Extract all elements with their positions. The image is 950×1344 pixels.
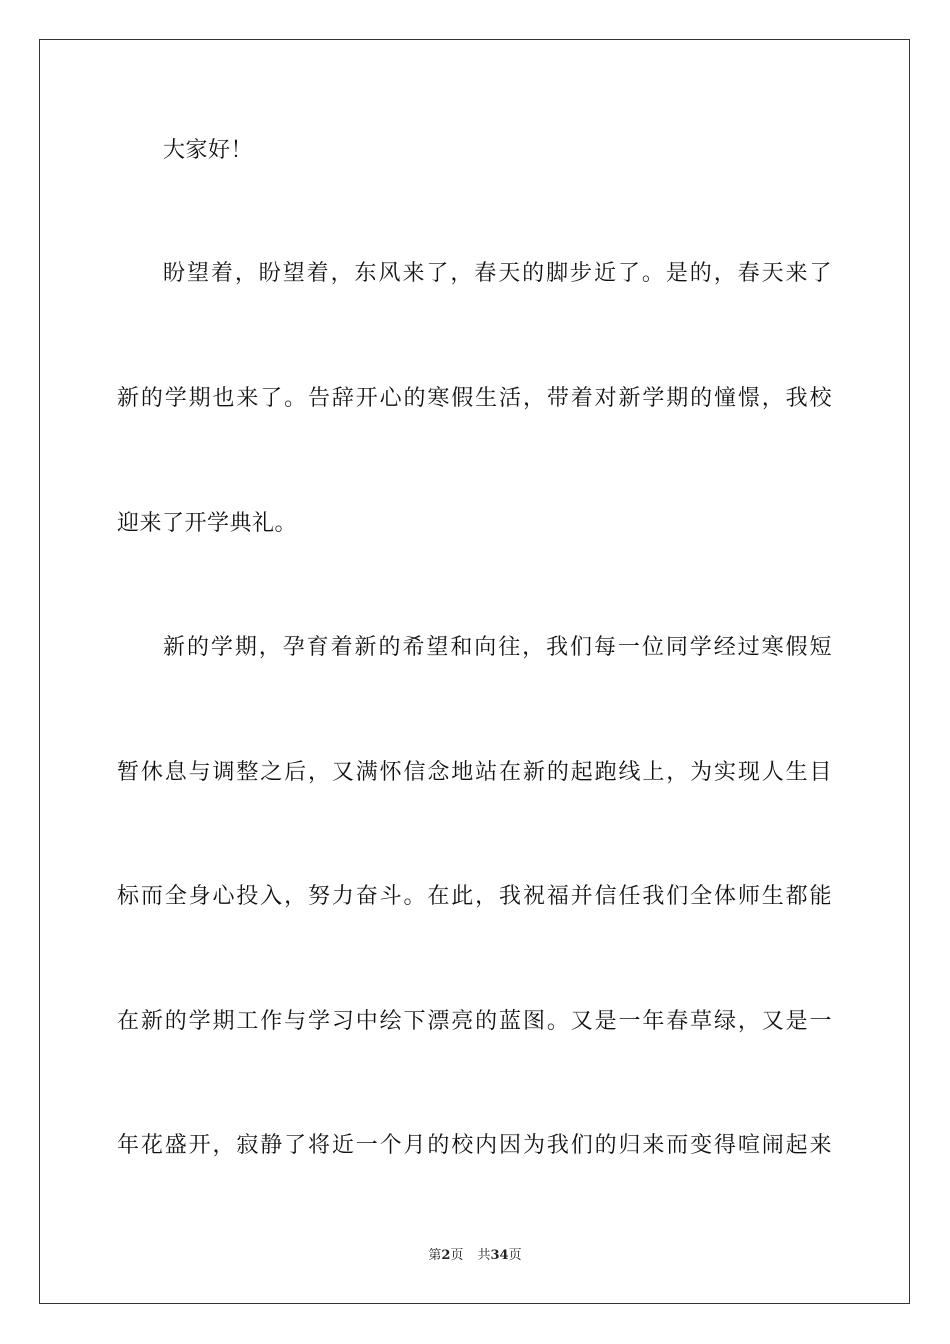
footer-total-suffix: 页 [508,1248,522,1263]
footer-page-suffix: 页 [450,1248,464,1263]
paragraph-2-line-5: 年花盛开，寂静了将近一个月的校内因为我们的归来而变得喧闹起来 [117,1133,832,1158]
paragraph-2-line-1: 新的学期，孕育着新的希望和向往，我们每一位同学经过寒假短 [163,635,832,660]
paragraph-1-line-3: 迎来了开学典礼。 [117,511,298,536]
footer-total-prefix: 共 [477,1248,491,1263]
page-footer [0,1248,950,1264]
footer-total-pages: 34 [490,1248,509,1263]
paragraph-1-line-2: 新的学期也来了。告辞开心的寒假生活，带着对新学期的憧憬，我校 [117,386,832,411]
page-border [39,39,910,1304]
paragraph-2-line-4: 在新的学期工作与学习中绘下漂亮的蓝图。又是一年春草绿，又是一 [117,1009,832,1034]
footer-page-prefix: 第 [428,1248,442,1263]
paragraph-2-line-3: 标而全身心投入，努力奋斗。在此，我祝福并信任我们全体师生都能 [117,884,832,909]
paragraph-2-line-2: 暂休息与调整之后，又满怀信念地站在新的起跑线上，为实现人生目 [117,760,832,785]
footer-page-number: 2 [441,1248,451,1263]
paragraph-1-line-1: 盼望着，盼望着，东风来了，春天的脚步近了。是的，春天来了 [163,261,832,286]
greeting-line: 大家好！ [163,138,254,163]
